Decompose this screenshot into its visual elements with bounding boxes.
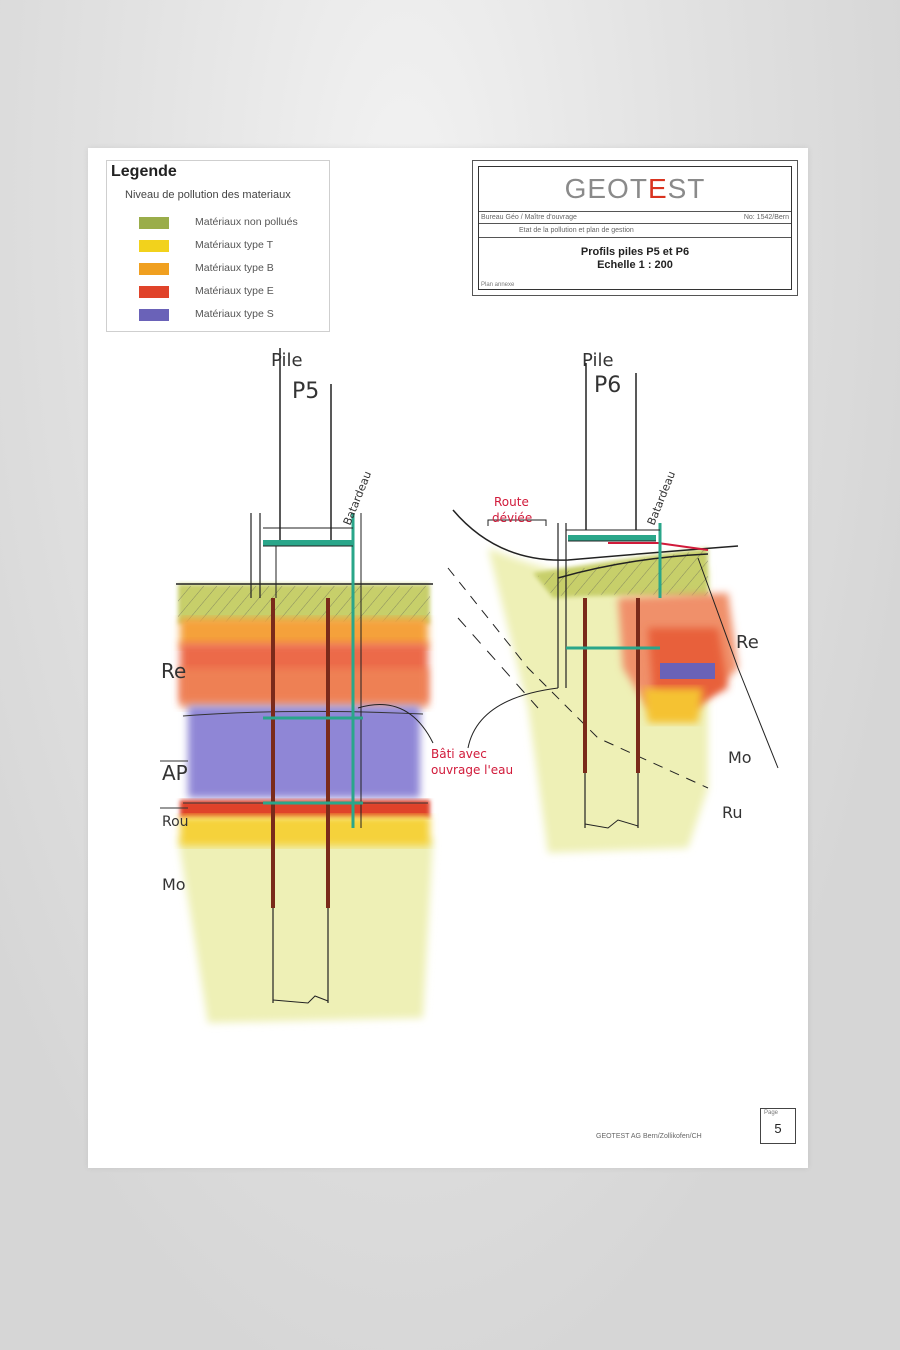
label-mo: Mo <box>162 875 186 894</box>
label-re: Re <box>161 659 187 683</box>
p5-base-zone <box>178 838 433 1023</box>
logo-text-c: ST <box>667 173 706 204</box>
profile-drawing <box>88 148 808 1168</box>
p6-label-batardeau: Batardeau <box>644 469 679 528</box>
p5-pile-cap <box>263 540 353 546</box>
footer-text: GEOTEST AG Bern/Zollikofen/CH <box>596 1133 702 1140</box>
p6-layer-purple <box>660 663 715 679</box>
p5-hatch <box>178 586 430 622</box>
p5-layer-salmon <box>180 668 428 708</box>
legend-label: Matériaux type E <box>195 285 274 297</box>
drawing-scale: Echelle 1 : 200 <box>597 259 673 271</box>
legend-label: Matériaux type T <box>195 239 274 251</box>
logo-text-a: GEOT <box>564 173 648 204</box>
p5-layer-yellow <box>180 816 430 846</box>
label-mo-p6: Mo <box>728 748 752 767</box>
legend-label: Matériaux type S <box>195 308 274 320</box>
drawing-title: Profils piles P5 et P6 <box>580 246 690 258</box>
logo-text-b: E <box>647 173 668 204</box>
page-number-box <box>760 1108 796 1144</box>
label-re-p6: Re <box>736 632 759 653</box>
legend-label: Matériaux type B <box>195 262 274 274</box>
label-ap: AP <box>162 761 188 785</box>
profile-p5 <box>160 348 513 1023</box>
p6-label-pile: Pile <box>582 350 614 371</box>
label-ru: Ru <box>722 803 743 822</box>
title-block-footer: Plan annexe <box>481 282 515 288</box>
label-road: Route <box>494 495 529 509</box>
label-road: déviée <box>492 511 533 525</box>
p6-hatch <box>538 550 708 596</box>
legend-subtitle: Niveau de pollution des materiaux <box>125 189 291 201</box>
p5-label-batardeau: Batardeau <box>340 469 375 528</box>
p6-label-number: P6 <box>594 373 622 398</box>
document-sheet <box>88 148 808 1168</box>
page-number: 5 <box>774 1121 782 1136</box>
p6-pile-cap <box>568 535 656 541</box>
p5-label-pile: Pile <box>271 350 303 371</box>
profile-p6 <box>448 350 778 853</box>
project-number: No: 1542/Bern <box>743 214 789 221</box>
legend-label: Matériaux non pollués <box>195 216 298 228</box>
project-description: Etat de la pollution et plan de gestion <box>519 227 634 234</box>
label-rou: Rou <box>162 814 189 830</box>
annotation-note: Bâti avec <box>431 747 487 761</box>
p5-layer-purple <box>188 706 420 798</box>
p6-layer-yellow <box>643 688 703 723</box>
page-label: Page <box>764 1110 779 1116</box>
p5-label-number: P5 <box>292 379 320 404</box>
annotation-note: ouvrage l'eau <box>431 763 514 777</box>
legend-title: Legende <box>111 163 177 180</box>
client-text: Bureau Géo / Maître d'ouvrage <box>481 214 577 221</box>
